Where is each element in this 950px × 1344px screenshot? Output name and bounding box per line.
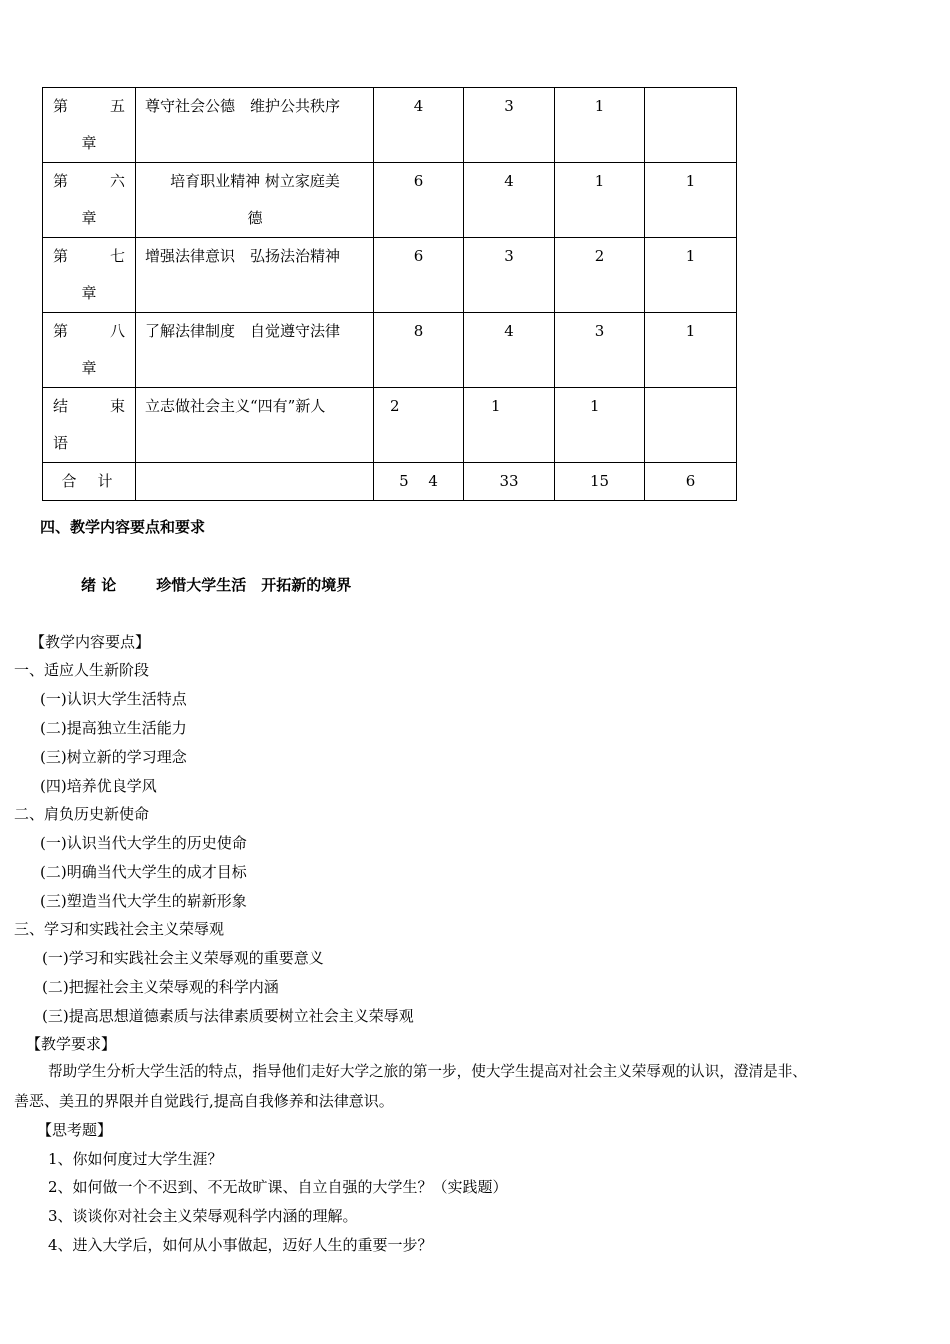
question-item: 2、如何做一个不迟到、不无故旷课、自立自强的大学生？（实践题） [48, 1178, 508, 1196]
hours-cell: 4 [374, 88, 464, 163]
hours-cell: 3 [464, 88, 555, 163]
chapter-cell: 第 八 章 [43, 313, 136, 388]
hours-table [42, 87, 737, 501]
hours-cell: 3 [555, 313, 645, 388]
total-hours: 6 [645, 463, 737, 501]
hours-cell [645, 88, 737, 163]
list-item: (一)学习和实践社会主义荣辱观的重要意义 [42, 949, 324, 967]
list-item: (一)认识当代大学生的历史使命 [40, 834, 247, 852]
question-item: 4、进入大学后，如何从小事做起，迈好人生的重要一步？ [48, 1236, 433, 1254]
hours-cell: 1 [555, 388, 645, 463]
questions-label: 【思考题】 [37, 1121, 113, 1139]
hours-cell: 1 [464, 388, 555, 463]
requirements-label: 【教学要求】 [26, 1035, 117, 1053]
chapter-cell: 结 束 语 [43, 388, 136, 463]
hours-cell: 1 [555, 88, 645, 163]
chapter-title: 增强法律意识 弘扬法治精神 [136, 238, 374, 313]
hours-cell: 1 [645, 238, 737, 313]
hours-cell: 6 [374, 163, 464, 238]
chapter-title: 了解法律制度 自觉遵守法律 [136, 313, 374, 388]
hours-cell: 2 [555, 238, 645, 313]
outline-part-1: 一、适应人生新阶段 [14, 661, 150, 679]
table-row [43, 388, 737, 463]
total-hours: 5 4 [374, 463, 464, 501]
chapter-cell: 第 六 章 [43, 163, 136, 238]
table-total-row [43, 463, 737, 501]
total-hours: 15 [555, 463, 645, 501]
outline-part-2: 二、肩负历史新使命 [14, 805, 150, 823]
table-row [43, 163, 737, 238]
requirements-text-line-2: 善恶、美丑的界限并自觉践行,提高自我修养和法律意识。 [14, 1092, 394, 1110]
hours-cell: 4 [464, 163, 555, 238]
hours-cell: 2 [374, 388, 464, 463]
chapter-title: 培育职业精神 树立家庭美 德 [136, 163, 374, 238]
requirements-text-line-1: 帮助学生分析大学生活的特点，指导他们走好大学之旅的第一步，使大学生提高对社会主义荣辱观的认识，澄清是非、 [48, 1063, 807, 1080]
list-item: (二)明确当代大学生的成才目标 [40, 863, 247, 881]
chapter-title: 立志做社会主义“四有”新人 [136, 388, 374, 463]
hours-cell: 1 [555, 163, 645, 238]
total-title-empty [136, 463, 374, 501]
content-label: 【教学内容要点】 [30, 633, 151, 651]
sub-heading: 绪 论 珍惜大学生活 开拓新的境界 [81, 576, 352, 594]
question-item: 3、谈谈你对社会主义荣辱观科学内涵的理解。 [48, 1207, 358, 1225]
list-item: (三)树立新的学习理念 [40, 748, 187, 766]
list-item: (二)把握社会主义荣辱观的科学内涵 [42, 978, 279, 996]
outline-part-3: 三、学习和实践社会主义荣辱观 [14, 920, 225, 938]
hours-cell [645, 388, 737, 463]
chapter-title: 尊守社会公德 维护公共秩序 [136, 88, 374, 163]
table-row [43, 88, 737, 163]
hours-cell: 3 [464, 238, 555, 313]
list-item: (三)塑造当代大学生的崭新形象 [40, 892, 247, 910]
hours-cell: 6 [374, 238, 464, 313]
total-label: 合 计 [43, 463, 136, 501]
list-item: (一)认识大学生活特点 [40, 690, 187, 708]
list-item: (四)培养优良学风 [40, 777, 157, 795]
total-hours: 33 [464, 463, 555, 501]
section-heading: 四、教学内容要点和要求 [40, 518, 206, 536]
table-row [43, 238, 737, 313]
hours-cell: 8 [374, 313, 464, 388]
hours-cell: 4 [464, 313, 555, 388]
question-item: 1、你如何度过大学生涯？ [48, 1150, 223, 1168]
list-item: (二)提高独立生活能力 [40, 719, 187, 737]
chapter-cell: 第 五 章 [43, 88, 136, 163]
table-row [43, 313, 737, 388]
list-item: (三)提高思想道德素质与法律素质要树立社会主义荣辱观 [42, 1007, 414, 1025]
hours-cell: 1 [645, 313, 737, 388]
chapter-cell: 第 七 章 [43, 238, 136, 313]
hours-cell: 1 [645, 163, 737, 238]
